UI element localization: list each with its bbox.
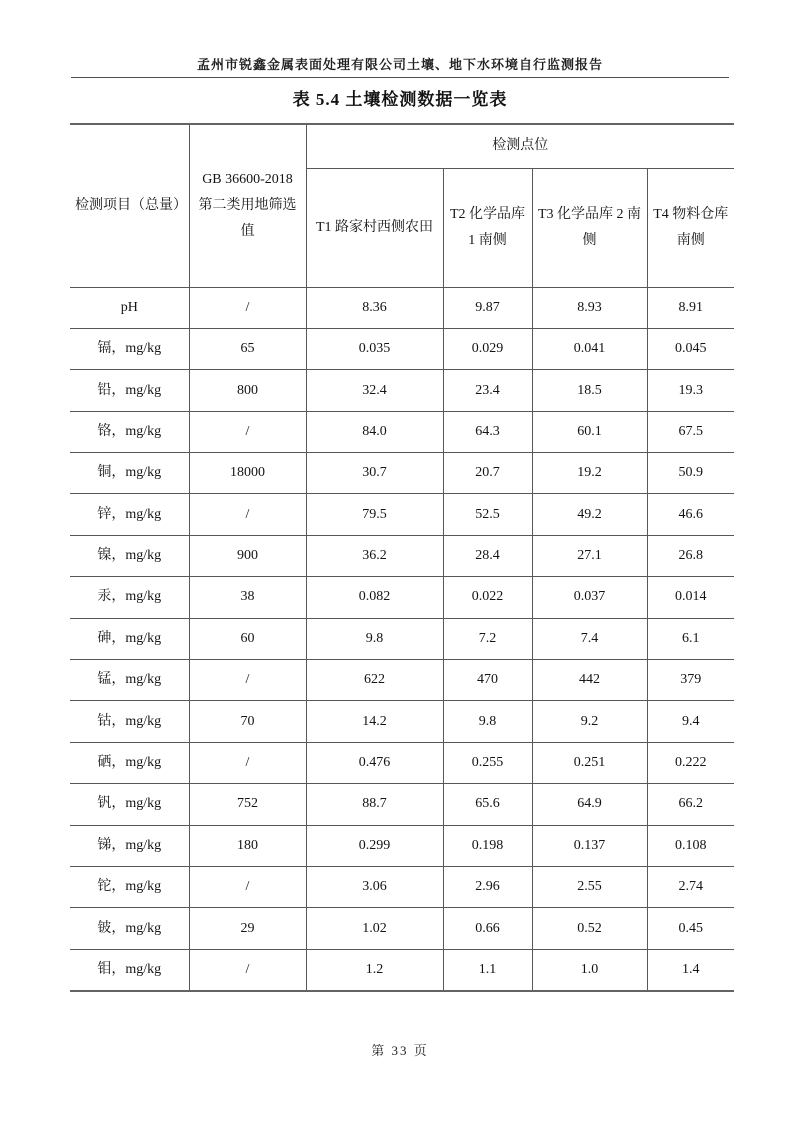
item-cell: 铅，mg/kg (70, 370, 189, 411)
value-cell: 0.035 (306, 328, 443, 369)
screening-cell: 900 (189, 535, 306, 576)
value-cell: 2.74 (647, 866, 734, 907)
value-cell: 14.2 (306, 701, 443, 742)
screening-cell: 180 (189, 825, 306, 866)
value-cell: 67.5 (647, 411, 734, 452)
item-cell: 铊，mg/kg (70, 866, 189, 907)
value-cell: 28.4 (443, 535, 532, 576)
table-row (70, 453, 734, 494)
value-cell: 622 (306, 660, 443, 701)
soil-table-body (70, 287, 734, 991)
value-cell: 0.137 (532, 825, 647, 866)
item-cell: 铬，mg/kg (70, 411, 189, 452)
table-row (70, 949, 734, 990)
value-cell: 379 (647, 660, 734, 701)
table-row (70, 370, 734, 411)
value-cell: 9.8 (443, 701, 532, 742)
value-cell: 470 (443, 660, 532, 701)
page-number: 第 33 页 (371, 1043, 429, 1058)
screening-cell: 38 (189, 577, 306, 618)
value-cell: 0.022 (443, 577, 532, 618)
table-row (70, 287, 734, 328)
screening-cell: / (189, 494, 306, 535)
value-cell: 8.36 (306, 287, 443, 328)
value-cell: 0.014 (647, 577, 734, 618)
table-row (70, 535, 734, 576)
value-cell: 1.4 (647, 949, 734, 990)
item-cell: 钒，mg/kg (70, 784, 189, 825)
value-cell: 84.0 (306, 411, 443, 452)
value-cell: 18.5 (532, 370, 647, 411)
screening-cell: 60 (189, 618, 306, 659)
value-cell: 66.2 (647, 784, 734, 825)
item-cell: pH (70, 287, 189, 328)
value-cell: 1.02 (306, 908, 443, 949)
value-cell: 30.7 (306, 453, 443, 494)
screening-cell: 18000 (189, 453, 306, 494)
screening-cell: 70 (189, 701, 306, 742)
value-cell: 0.041 (532, 328, 647, 369)
table-row (70, 825, 734, 866)
table-row (70, 660, 734, 701)
item-cell: 钼，mg/kg (70, 949, 189, 990)
item-cell: 镉，mg/kg (70, 328, 189, 369)
item-cell: 硒，mg/kg (70, 742, 189, 783)
screening-cell: 752 (189, 784, 306, 825)
value-cell: 442 (532, 660, 647, 701)
value-cell: 50.9 (647, 453, 734, 494)
value-cell: 0.082 (306, 577, 443, 618)
item-cell: 砷，mg/kg (70, 618, 189, 659)
value-cell: 7.4 (532, 618, 647, 659)
item-cell: 锌，mg/kg (70, 494, 189, 535)
point-column-header: T2 化学品库 1 南侧 (443, 168, 532, 287)
table-row (70, 784, 734, 825)
point-column-header: T4 物料仓库南侧 (647, 168, 734, 287)
value-cell: 64.9 (532, 784, 647, 825)
table-row (70, 908, 734, 949)
table-header (70, 124, 734, 287)
value-cell: 0.251 (532, 742, 647, 783)
value-cell: 49.2 (532, 494, 647, 535)
value-cell: 6.1 (647, 618, 734, 659)
item-cell: 镍，mg/kg (70, 535, 189, 576)
item-cell: 铍，mg/kg (70, 908, 189, 949)
table-row (70, 494, 734, 535)
value-cell: 79.5 (306, 494, 443, 535)
item-cell: 钴，mg/kg (70, 701, 189, 742)
screening-cell: / (189, 949, 306, 990)
points-header-cell: 检测点位 (306, 124, 734, 168)
header-row-top (70, 124, 734, 168)
value-cell: 0.029 (443, 328, 532, 369)
value-cell: 0.045 (647, 328, 734, 369)
point-column-header: T1 路家村西侧农田 (306, 168, 443, 287)
table-row (70, 411, 734, 452)
value-cell: 0.52 (532, 908, 647, 949)
value-cell: 27.1 (532, 535, 647, 576)
screening-cell: / (189, 866, 306, 907)
item-cell: 锑，mg/kg (70, 825, 189, 866)
value-cell: 9.87 (443, 287, 532, 328)
value-cell: 19.2 (532, 453, 647, 494)
value-cell: 0.108 (647, 825, 734, 866)
screening-cell: / (189, 742, 306, 783)
table-row (70, 618, 734, 659)
value-cell: 8.93 (532, 287, 647, 328)
screening-cell: / (189, 287, 306, 328)
screening-cell: / (189, 411, 306, 452)
table-row (70, 742, 734, 783)
screening-cell: 29 (189, 908, 306, 949)
value-cell: 3.06 (306, 866, 443, 907)
value-cell: 20.7 (443, 453, 532, 494)
table-row (70, 701, 734, 742)
screening-header-cell: GB 36600-2018 第二类用地筛选值 (189, 124, 306, 287)
value-cell: 32.4 (306, 370, 443, 411)
value-cell: 0.476 (306, 742, 443, 783)
value-cell: 0.255 (443, 742, 532, 783)
point-column-header: T3 化学品库 2 南侧 (532, 168, 647, 287)
corner-header-cell: 检测项目（总量） (70, 124, 189, 287)
item-cell: 锰，mg/kg (70, 660, 189, 701)
screening-cell: 65 (189, 328, 306, 369)
value-cell: 26.8 (647, 535, 734, 576)
table-row (70, 866, 734, 907)
value-cell: 1.0 (532, 949, 647, 990)
screening-cell: 800 (189, 370, 306, 411)
value-cell: 9.4 (647, 701, 734, 742)
value-cell: 0.037 (532, 577, 647, 618)
value-cell: 0.198 (443, 825, 532, 866)
item-cell: 汞，mg/kg (70, 577, 189, 618)
value-cell: 52.5 (443, 494, 532, 535)
value-cell: 8.91 (647, 287, 734, 328)
item-cell: 铜，mg/kg (70, 453, 189, 494)
value-cell: 2.96 (443, 866, 532, 907)
value-cell: 19.3 (647, 370, 734, 411)
table-row (70, 328, 734, 369)
value-cell: 23.4 (443, 370, 532, 411)
value-cell: 0.45 (647, 908, 734, 949)
screening-cell: / (189, 660, 306, 701)
value-cell: 9.8 (306, 618, 443, 659)
value-cell: 0.299 (306, 825, 443, 866)
report-header: 孟州市锐鑫金属表面处理有限公司土壤、地下水环境自行监测报告 (196, 57, 603, 72)
value-cell: 0.222 (647, 742, 734, 783)
value-cell: 2.55 (532, 866, 647, 907)
value-cell: 36.2 (306, 535, 443, 576)
value-cell: 64.3 (443, 411, 532, 452)
value-cell: 88.7 (306, 784, 443, 825)
value-cell: 60.1 (532, 411, 647, 452)
value-cell: 46.6 (647, 494, 734, 535)
value-cell: 1.1 (443, 949, 532, 990)
header-rule (71, 77, 729, 78)
value-cell: 9.2 (532, 701, 647, 742)
page-title: 表 5.4 土壤检测数据一览表 (292, 90, 508, 109)
table-row (70, 577, 734, 618)
value-cell: 65.6 (443, 784, 532, 825)
value-cell: 1.2 (306, 949, 443, 990)
soil-data-table (70, 123, 734, 992)
value-cell: 7.2 (443, 618, 532, 659)
value-cell: 0.66 (443, 908, 532, 949)
